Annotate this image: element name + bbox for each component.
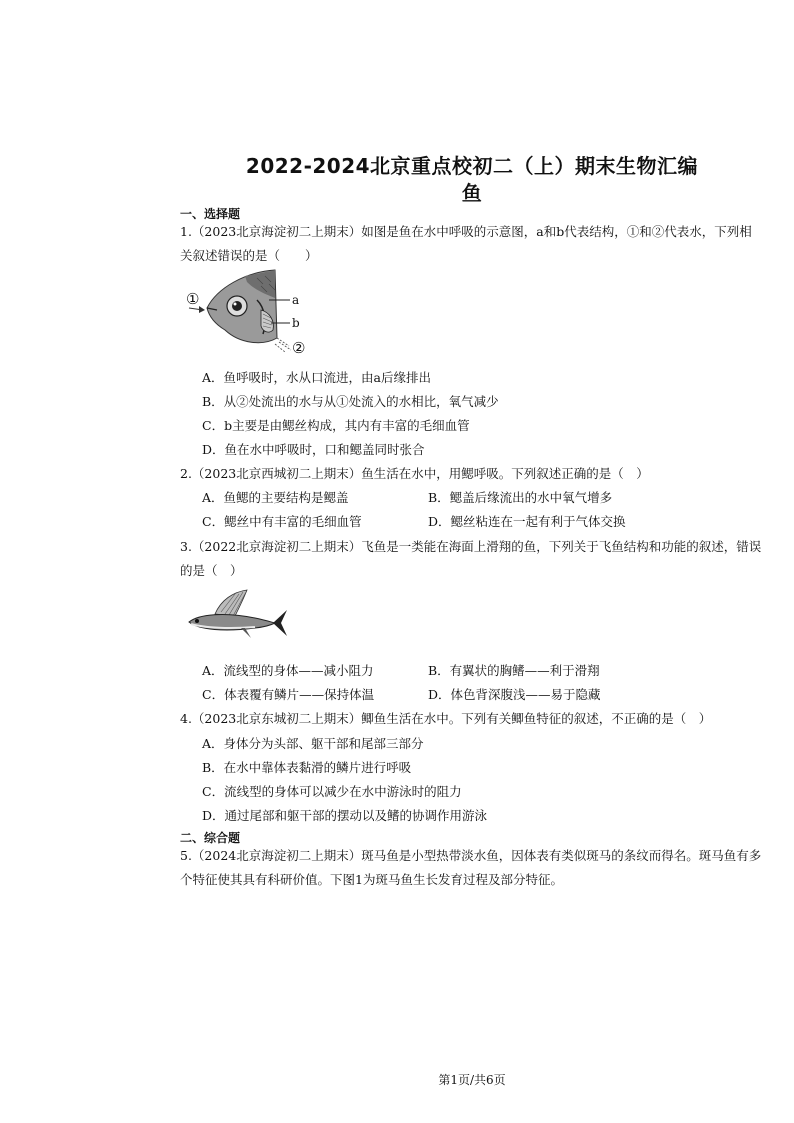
section-heading-comprehensive: 二、综合题 — [180, 831, 241, 845]
question-2-stem: 2.（2023北京西城初二上期末）鱼生活在水中，用鳃呼吸。下列叙述正确的是（ ） — [180, 466, 649, 481]
question-3-stem-cont: 的是（ ） — [180, 563, 243, 578]
page-subtitle: 鱼 — [461, 181, 483, 205]
q4-option-d: D．通过尾部和躯干部的摆动以及鳍的协调作用游泳 — [202, 808, 488, 823]
q4-option-c: C．流线型的身体可以减少在水中游泳时的阻力 — [202, 784, 462, 799]
q1-option-b: B．从②处流出的水与从①处流入的水相比，氧气减少 — [202, 394, 499, 409]
page-title: 2022-2024北京重点校初二（上）期末生物汇编 — [245, 154, 699, 178]
q3-option-c: C．体表覆有鳞片——保持体温 — [202, 687, 375, 702]
question-5-stem: 5.（2024北京海淀初二上期末）斑马鱼是小型热带淡水鱼，因体表有类似斑马的条纹而得名。斑马鱼有多 — [180, 848, 762, 863]
q4-option-b: B．在水中靠体表黏滑的鳞片进行呼吸 — [202, 760, 412, 775]
q1-option-a: A．鱼呼吸时，水从口流进，由a后缘排出 — [202, 370, 431, 385]
q2-option-d: D．鳃丝粘连在一起有利于气体交换 — [428, 514, 626, 529]
q2-option-b: B．鳃盖后缘流出的水中氧气增多 — [428, 490, 613, 505]
q2-option-a: A．鱼鳃的主要结构是鳃盖 — [202, 490, 349, 505]
question-1-stem: 1.（2023北京海淀初二上期末）如图是鱼在水中呼吸的示意图，a和b代表结构，①和②代表水，下列相 — [180, 224, 752, 239]
flying-fish-illustration — [185, 588, 290, 646]
fig-label-water-in: ① — [186, 290, 200, 308]
q4-option-a: A．身体分为头部、躯干部和尾部三部分 — [202, 736, 424, 751]
q3-option-b: B．有翼状的胸鳍——利于滑翔 — [428, 663, 600, 678]
question-5-stem-cont: 个特征使其具有科研价值。下图1为斑马鱼生长发育过程及部分特征。 — [180, 872, 563, 887]
question-3-stem: 3.（2022北京海淀初二上期末）飞鱼是一类能在海面上滑翔的鱼，下列关于飞鱼结构和功能的叙述，错误 — [180, 539, 762, 554]
question-4-stem: 4.（2023北京东城初二上期末）鲫鱼生活在水中。下列有关鲫鱼特征的叙述，不正确的是（ ） — [180, 711, 712, 726]
fig-label-b: b — [292, 316, 300, 330]
section-heading-choice: 一、选择题 — [180, 207, 241, 221]
page-footer: 第1页/共6页 — [438, 1073, 506, 1087]
q1-option-c: C．b主要是由鳃丝构成，其内有丰富的毛细血管 — [202, 418, 470, 433]
q1-option-d: D．鱼在水中呼吸时，口和鳃盖同时张合 — [202, 442, 425, 457]
q3-option-d: D．体色背深腹浅——易于隐藏 — [428, 687, 601, 702]
question-1-stem-cont: 关叙述错误的是（ ） — [180, 248, 318, 263]
q3-option-a: A．流线型的身体——减小阻力 — [202, 663, 374, 678]
q2-option-c: C．鳃丝中有丰富的毛细血管 — [202, 514, 362, 529]
fig-label-a: a — [292, 293, 300, 307]
fig-label-water-out: ② — [292, 339, 306, 357]
